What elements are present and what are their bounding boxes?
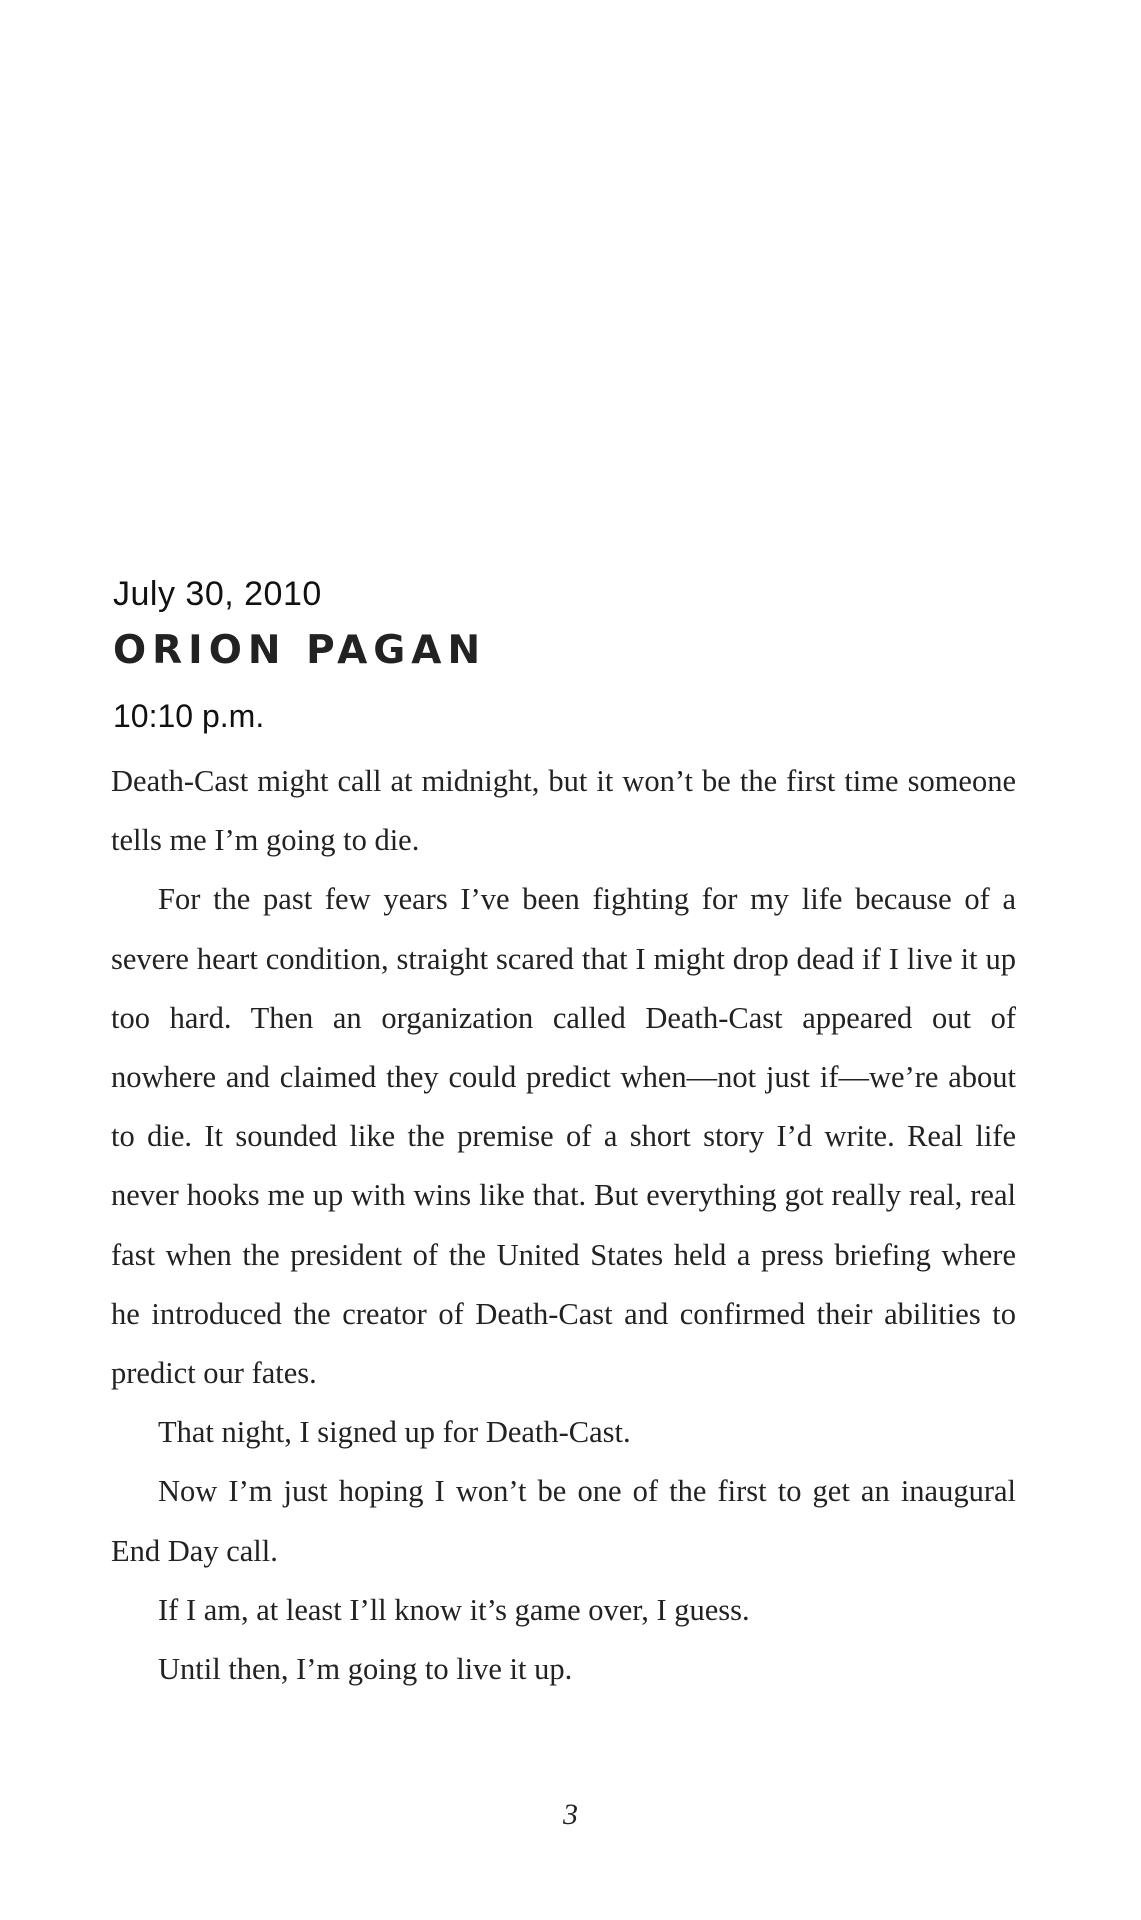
paragraph: If I am, at least I’ll know it’s game over, I guess. [158, 1592, 750, 1627]
chapter-narrator-name: ORION PAGAN [113, 628, 487, 673]
body-text [111, 752, 1016, 1699]
paragraph: Now I’m just hoping I won’t be one of the first to get an inaugural End Day call. [111, 1474, 1016, 1568]
page-number: 3 [563, 1798, 578, 1831]
paragraph: For the past few years I’ve been fighting for my life because of a severe heart condition, straight scared that I might drop dead if I live it up too hard. Then an organization called Death-Cast appeared out of nowhere and claimed they could predict when—not just if—we’re about to die. It sounded like the premise of a short story I’d write. Real life never hooks me up with wins like that. But everything got really real, real fast when the president of the United States held a press briefing where he introduced the creator of Death-Cast and confirmed their abilities to predict our fates. [111, 882, 1016, 1391]
paragraph: Death-Cast might call at midnight, but it won’t be the first time someone tells me I’m going to die. [111, 764, 1016, 858]
paragraph: Until then, I’m going to live it up. [158, 1652, 573, 1687]
chapter-date: July 30, 2010 [113, 575, 322, 613]
chapter-time: 10:10 p.m. [113, 698, 265, 734]
paragraph: That night, I signed up for Death-Cast. [158, 1415, 631, 1450]
